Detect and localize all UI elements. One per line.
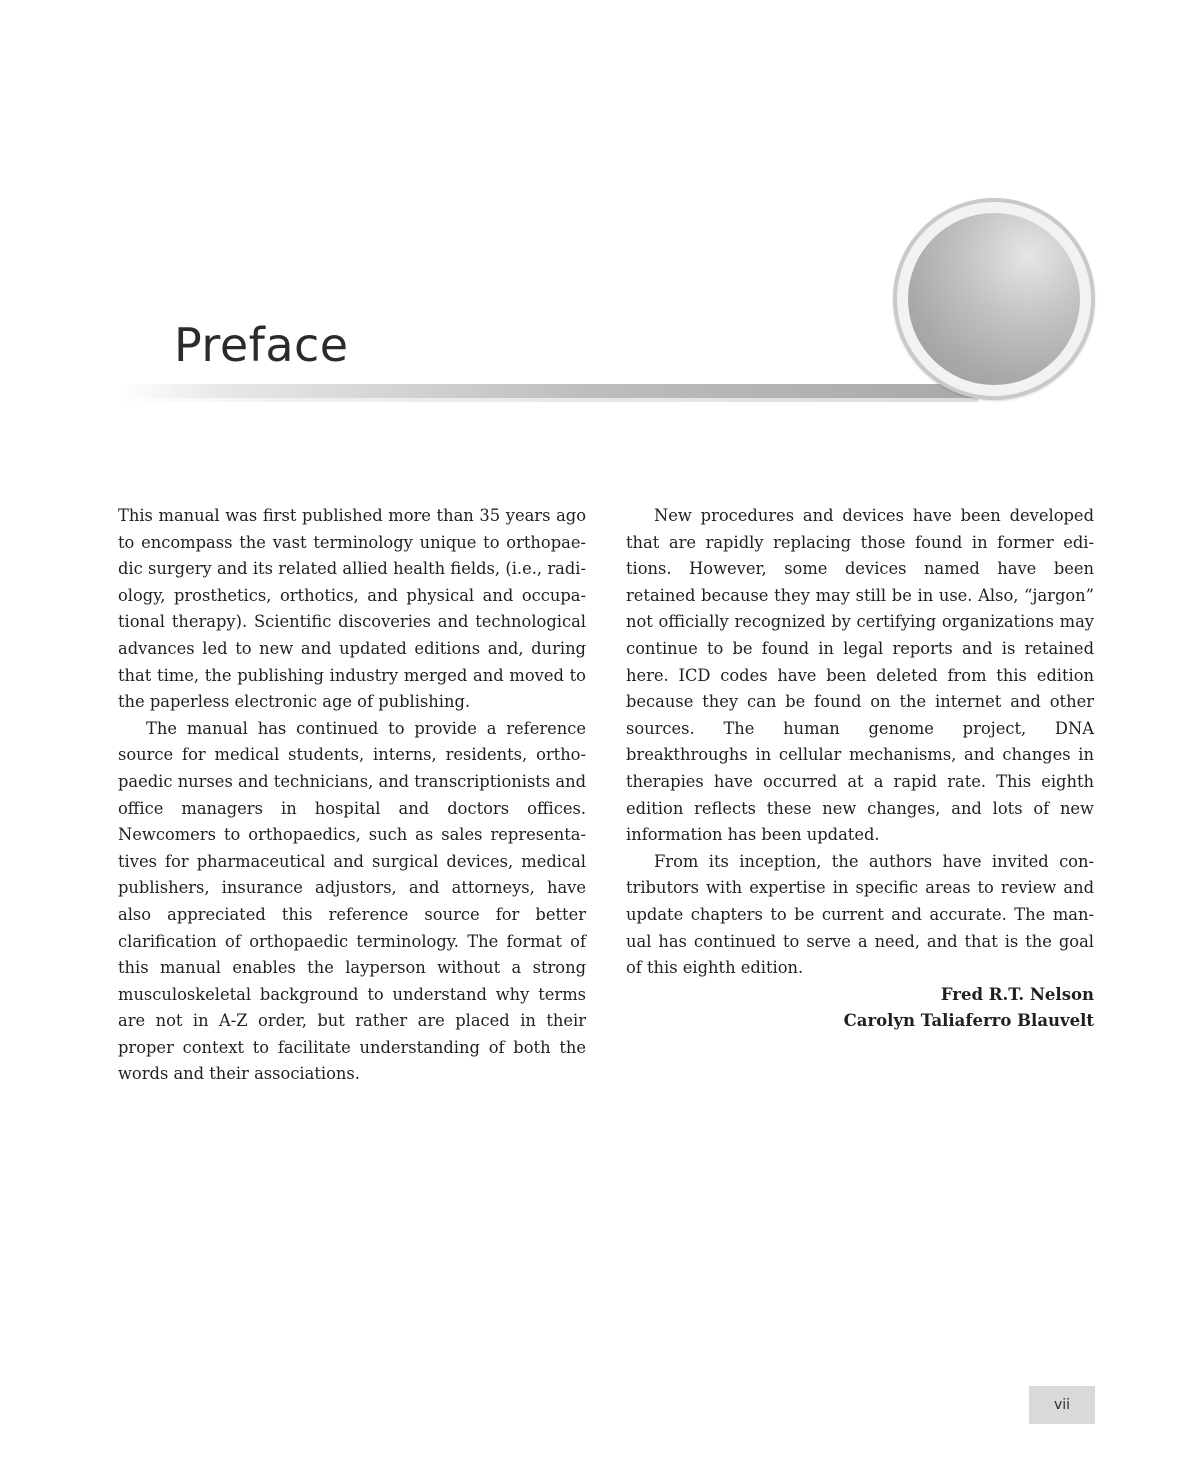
chapter-header	[0, 0, 1200, 420]
left-column	[118, 503, 586, 1088]
author-signature: Fred R.T. Nelson	[940, 984, 1094, 1004]
page-number	[1029, 1386, 1095, 1424]
paragraph: The manual has continued to provide a reference source for medical students, interns, residents, orthopaedic nurses and technicians, and transcriptionists and office managers in hospital and doctors offices. Newcomers to orthopaedics, such as sales representatives for pharmaceutical and surgical devices, medical publishers, insurance adjustors, and attorneys, have also appreciated this reference source for better clarification of orthopaedic terminology. The format of this manual enables the layperson without a strong musculoskeletal background to understand why terms are not in A-Z order, but rather are placed in their proper context to facilitate understanding of both the words and their associations.	[118, 718, 586, 1084]
paragraph: This manual was first published more than 35 years ago to encompass the vast terminology unique to orthopaedic surgery and its related allied health fields, (i.e., radiology, prosthetics, orthotics, and physical and occupational therapy). Scientific discoveries and technological advances led to new and updated editions and, during that time, the publishing industry merged and moved to the paperless electronic age of publishing.	[118, 506, 586, 712]
page-number-label: vii	[1053, 1397, 1071, 1413]
title-rule-shadow	[118, 398, 978, 402]
title-rule	[118, 384, 978, 398]
paragraph: New procedures and devices have been developed that are rapidly replacing those found in former editions. However, some devices named have been retained because they may still be in use. Also, “jargon” not officially recognized by certifying organizations may continue to be found in legal reports and is retained here. ICD codes have been deleted from this edition because they can be found on the internet and other sources. The human genome project, DNA breakthroughs in cellular mechanisms, and changes in therapies have occurred at a rapid rate. This eighth edition reflects these new changes, and lots of new information has been updated.	[626, 506, 1094, 845]
author-signature: Carolyn Taliaferro Blauvelt	[843, 1011, 1094, 1031]
decorative-circle-inner	[908, 213, 1080, 385]
page-title: Preface	[174, 318, 349, 372]
paragraph: From its inception, the authors have invited contributors with expertise in specific areas to review and update chapters to be current and accurate. The manual has continued to serve a need, and that is the goal of this eighth edition.	[626, 851, 1094, 978]
right-column	[626, 503, 1094, 1035]
